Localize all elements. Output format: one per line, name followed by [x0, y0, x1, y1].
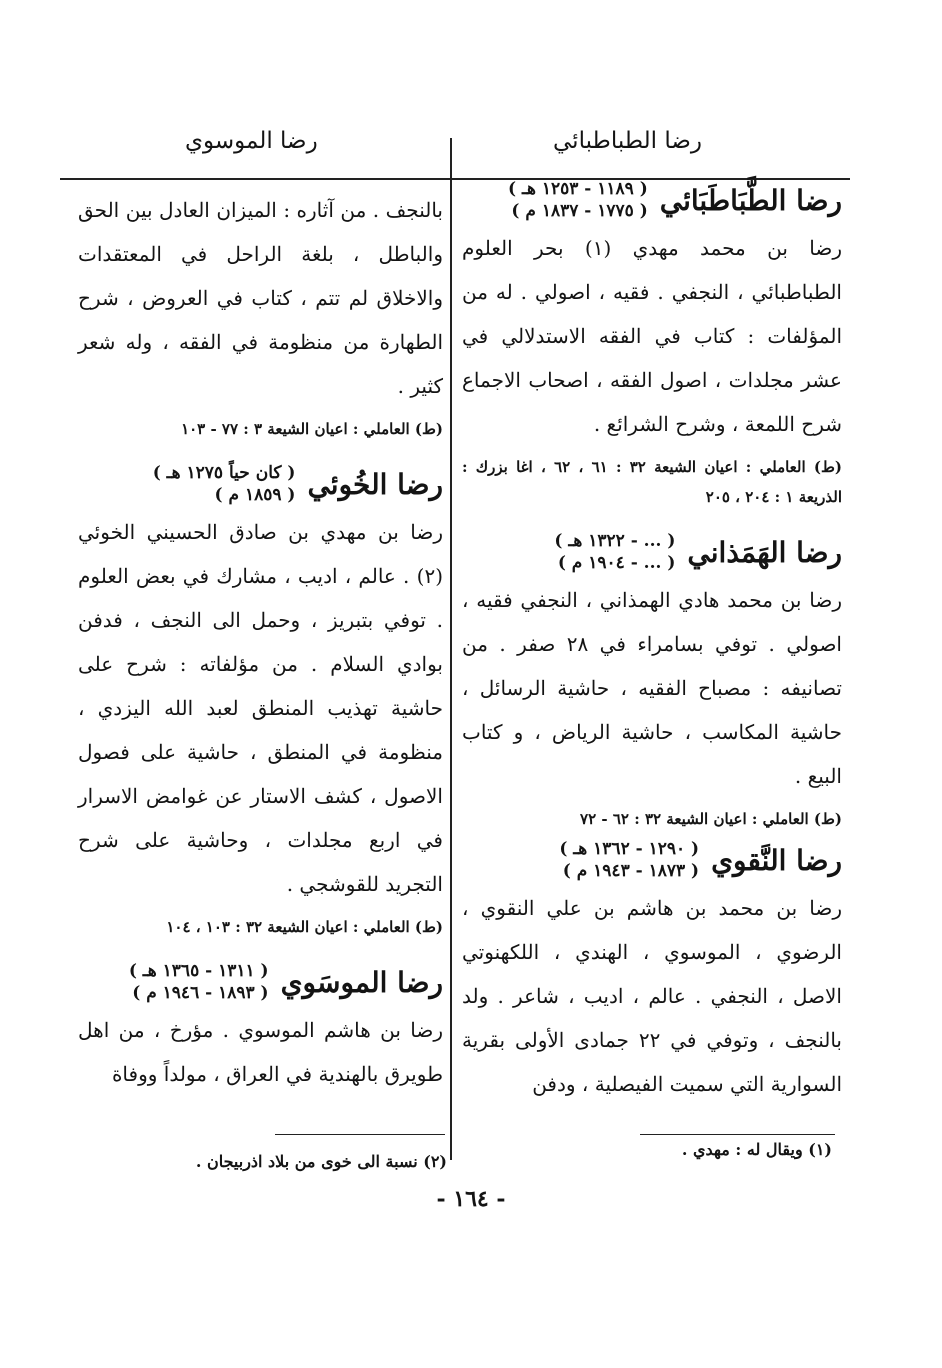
running-head-left: رضا الموسوي	[185, 128, 318, 154]
entry-heading	[78, 462, 443, 506]
hijri-dates: ( ١٢٩٠ - ١٣٦٢ هـ )	[559, 839, 700, 859]
entry-name: رضا النَّقوي	[711, 843, 842, 877]
entry-dates	[554, 530, 675, 574]
entry-body: رضا بن مهدي بن صادق الحسيني الخوئي (٢) . عالم ، اديب ، مشارك في بعض العلوم . توفي بتبريز ، وحمل الى النجف ، فدفن بوادي السلام . من مؤلفاته : شرح على حاشية تهذيب المنطق لعبد الله اليزدي ، منظومة في المنطق ، حاشية على فصول الاصول ، كشف الاستار عن غوامض الاسرار في اربع مجلدات ، وحاشية على شرح التجريد للقوشجي .	[78, 520, 443, 896]
entry-reference: (ط) العاملي : اعيان الشيعة ٣٢ : ١٠٣ ، ١٠٤	[166, 918, 443, 936]
entry-name: رضا الموسَوي	[280, 965, 443, 999]
gregorian-dates: ( ١٨٩٣ - ١٩٤٦ م )	[132, 983, 269, 1003]
footnote-left: (٢) نسبة الى خوى من بلاد اذربيجان .	[195, 1152, 447, 1171]
entry-tabatabai	[462, 178, 842, 512]
entry-dates	[559, 838, 699, 882]
entry-naqawi	[462, 838, 842, 1106]
right-column	[462, 178, 842, 1106]
entry-heading	[462, 178, 842, 222]
entry-dates	[508, 178, 648, 222]
hijri-dates: ( كان حياً ١٢٧٥ هـ )	[152, 463, 296, 483]
entry-name: رضا الخُوئي	[307, 467, 443, 501]
entry-reference: (ط) العاملي : اعيان الشيعة ٣٢ : ٦١ ، ٦٢ ، اغا بزرك : الذريعة ١ : ٢٠٤ ، ٢٠٥	[462, 458, 842, 506]
entry-dates	[129, 960, 269, 1004]
hijri-dates: ( ١٣١١ - ١٣٦٥ هـ )	[128, 961, 269, 981]
column-divider	[450, 138, 452, 1160]
entry-khoei	[78, 462, 443, 942]
entry-reference: (ط) العاملي : اعيان الشيعة ٣٢ : ٦٢ - ٧٢	[580, 810, 842, 828]
gregorian-dates: ( ١٧٧٥ - ١٨٣٧ م )	[511, 201, 648, 221]
page-number: - ١٦٤ -	[436, 1186, 506, 1212]
entry-name: رضا الطَّبَاطَبَائي	[659, 183, 842, 217]
entry-hamadani	[462, 530, 842, 834]
entry-name: رضا الهَمَذاني	[687, 535, 842, 569]
running-head-right: رضا الطباطبائي	[553, 128, 702, 154]
footnote-right: (١) ويقال له : مهدي .	[681, 1140, 832, 1159]
entry-body: رضا بن محمد هادي الهمذاني ، النجفي فقيه ، اصولي . توفي بسامراء في ٢٨ صفر . من تصانيفه : مصباح الفقيه ، حاشية الرسائل ، حاشية المكاسب ، حاشية الرياض ، و كتاب البيع .	[462, 588, 842, 788]
left-column	[78, 188, 443, 1096]
entry-dates	[153, 462, 296, 506]
continuation-text: بالنجف . من آثاره : الميزان العادل بين الحق والباطل ، بلغة الراحل في المعتقدات والاخلاق لم تتم ، كتاب في العروض ، شرح الطهارة من منظومة في الفقه ، وله شعر كثير .	[78, 198, 443, 398]
footnote-rule-left	[275, 1134, 445, 1135]
gregorian-dates: ( ١٨٧٣ - ١٩٤٣ م )	[562, 861, 700, 881]
entry-heading	[462, 838, 842, 882]
hijri-dates: ( ١١٨٩ - ١٢٥٣ هـ )	[508, 179, 648, 199]
gregorian-dates: ( ١٨٥٩ م )	[214, 485, 296, 505]
entry-body: رضا بن محمد مهدي (١) بحر العلوم الطباطبائي ، النجفي . فقيه ، اصولي . له من المؤلفات : كتاب في الفقه الاستدلالي في عشر مجلدات ، اصول الفقه ، اصحاب الاجماع شرح اللمعة ، وشرح الشرائع .	[462, 236, 842, 436]
footnote-rule-right	[640, 1134, 835, 1135]
entry-body: رضا بن محمد بن هاشم بن علي النقوي ، الرضوي ، الموسوي ، الهندي ، اللكهنوتي الاصل ، النجفي . عالم ، اديب ، شاعر . ولد بالنجف ، وتوفي في ٢٢ جمادى الأولى بقرية السوارية التي سميت الفيصلية ، ودفن	[462, 896, 842, 1096]
gregorian-dates: ( ... - ١٩٠٤ م )	[557, 553, 676, 573]
entry-heading	[462, 530, 842, 574]
entry-heading	[78, 960, 443, 1004]
entry-musawi	[78, 960, 443, 1096]
entry-body: رضا بن هاشم الموسوي . مؤرخ ، من اهل طويرق بالهندية في العراق ، مولداً ووفاة	[78, 1018, 443, 1086]
continuation-reference: (ط) العاملي : اعيان الشيعة ٣ : ٧٧ - ١٠٣	[181, 420, 443, 438]
hijri-dates: ( ... - ١٣٢٢ هـ )	[554, 531, 676, 551]
